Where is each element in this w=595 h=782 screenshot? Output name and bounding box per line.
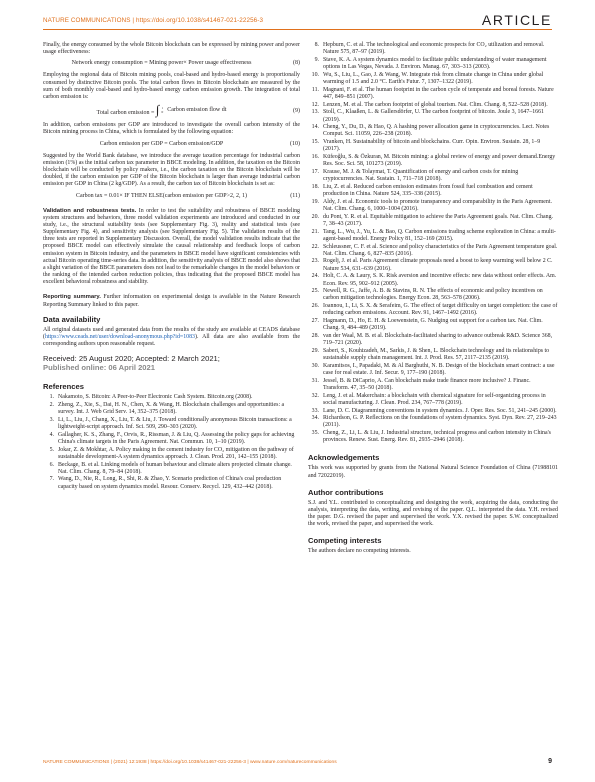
reference-item (308, 42, 558, 56)
reference-text: Karamitsos, I., Papadaki, M. & Al Barghuthi, N. B. Design of the blockchain smart contract: a use case for real estate. J. Inf. Secur. 9, 177–190 (2018). (323, 362, 555, 376)
competing-interests-text: The authors declare no competing interests. (308, 548, 411, 555)
reference-item (43, 432, 300, 446)
reference-number: 3. (49, 416, 54, 423)
paragraph: Finally, the energy consumed by the whole Bitcoin blockchain can be expressed by mining power and power usage effectiveness: (43, 42, 300, 56)
reference-item (43, 462, 300, 476)
data-availability-paragraph (43, 327, 300, 348)
reference-text: Schleussner, C. F. et al. Science and policy characteristics of the Paris Agreement temperature goal. Nat. Clim. Chang. 6, 827–835 (2016). (323, 243, 558, 257)
reference-item (308, 184, 558, 198)
reference-item (308, 258, 558, 272)
reference-list (43, 394, 300, 491)
reference-number: 25. (311, 288, 319, 295)
equation-10 (43, 141, 300, 148)
reference-item (308, 87, 558, 101)
reference-number: 4. (49, 431, 54, 438)
paragraph: Suggested by the World Bank database, we introduce the average taxation percentage for industrial carbon emission (1%) as the initial carbon tax parameter in BBCE modeling. In addition, the taxation on the Bitcoin blockchain will be conducted by policy makers, i.e., the carbon taxation on the Bitcoin blockchain will be doubled, if the carbon emission per GDP of the Bitcoin blockchain is larger than average industrial carbon emission per GDP in China (2 kg/GDP). As a result, the carbon tax of Bitcoin blockchain is set as: (43, 152, 300, 188)
integral-sign: ∫ (155, 102, 160, 118)
reference-item (308, 430, 558, 444)
reference-text: Gallagher, K. S., Zhang, F., Orvis, R., Rissman, J. & Liu, Q. Assessing the policy gaps for achieving China's climate targets in the Paris Agreement. Nat. Commun. 10, 1–10 (2019). (58, 431, 295, 445)
reference-item (308, 393, 558, 407)
reference-text: Rogelj, J. et al. Paris Agreement climate proposals need a boost to keep warming well below 2 C. Nature 534, 631–639 (2016). (323, 258, 553, 272)
reference-item (308, 124, 558, 138)
reference-number: 24. (311, 273, 319, 280)
reference-item (308, 109, 558, 123)
reference-text: Krause, M. J. & Tolaymat, T. Quantification of energy and carbon costs for mining cryptocurrencies. Nat. Sustain. 1, 711–718 (2018). (323, 169, 519, 183)
equation-body: Network energy consumption = Mining power× Power usage effectiveness (71, 60, 252, 67)
reference-number: 16. (311, 154, 319, 161)
reference-text: Jessel, B. & DiCaprio, A. Can blockchain make trade finance more inclusive? J. Financ. Transform. 47, 35–50 (2018). (323, 377, 531, 391)
equation-body (43, 102, 280, 118)
reference-number: 6. (49, 461, 54, 468)
paragraph-text: Further information on experimental design is available in the Nature Research Reporting Summary linked to this paper. (43, 294, 301, 308)
reference-text: Cheng, Y., Du, D., & Hao, Q. A hashing power allocation game in cryptocurrencies. Lect. Notes Comput. Sci. 11059, 226–238 (2018). (323, 124, 550, 138)
paragraph-text: ). All data are also available from the corresponding authors upon reasonable request. (43, 333, 300, 347)
reference-item (308, 408, 558, 415)
reference-number: 11. (311, 86, 319, 93)
reference-item (43, 417, 300, 431)
reference-text: Stave, K. A. A system dynamics model to facilitate public understanding of water management options in Las Vegas, Nevada. J. Environ. Manag. 67, 303–313 (2003). (323, 56, 547, 71)
paragraph-text: In order to test the suitability and robustness of BBCE modeling system structures and behaviors, three model validation experiments are introduced and conducted in our study, i.e., the structural suitability tests (see Supplementary Fig. 3), reality and statistical tests (see Supplementary Fig. 4), and sensitivity analysis (see Supplementary Fig. 5). The validation results of the three tests are reported in Supplementary Discussion. Overall, the model validation results indicate that the proposed BBCE model can effectively simulate the causal relationship and feedback loops of carbon emission system in Bitcoin industry, and the parameters in BBCE model have significant consistencies with actual Bitcoin operating time-series data. In addition, the sensitivity analysis of BBCE model also shows that a slight variation of the BBCE parameters does not lead to the remarkable changes in the model behaviors or the ranking of the intended carbon reduction policies, thus indicating that the proposed BBCE model has excellent behavioral robustness and stability. (43, 207, 301, 286)
reference-item (308, 72, 558, 86)
equation-body: Carbon emission per GDP = Carbon emission/GDP (99, 140, 224, 147)
reference-text: Wu, S., Liu, L., Gao, J. & Wang, W. Integrate risk from climate change in China under global warming of 1.5 and 2.0 °C. Earth's Futur. 7, 1307–1322 (2019). (323, 71, 544, 85)
paragraph: Employing the regional data of Bitcoin mining pools, coal-based and hydro-based energy is proportionally consumed by distinctive Bitcoin pools. The total carbon flows in Bitcoin blockchain are measured by the sum of both monthly coal-based and hydro-based energy carbon emission growth. The integration of total carbon emission is: (43, 72, 300, 100)
reference-number: 12. (311, 101, 319, 108)
run-in-heading: Reporting summary. (43, 294, 101, 301)
received-accepted-dates: Received: 25 August 2020; Accepted: 2 March 2021; (43, 354, 220, 364)
reference-item (308, 229, 558, 243)
reference-text: Cheng, Z., Li, L. & Liu, J. Industrial structure, technical progress and carbon intensity in China's provinces. Renew. Sust. Energ. Rev. 81, 2935–2946 (2018). (323, 430, 551, 444)
integral-limits (161, 106, 163, 114)
equation-8 (43, 60, 300, 67)
reference-number: 34. (311, 415, 319, 422)
reference-text: du Pont, Y. R. et al. Equitable mitigation to achieve the Paris Agreement goals. Nat. Clim. Chang. 7, 38–43 (2017). (323, 213, 554, 227)
integral-lower: 0 (161, 110, 164, 115)
equation-body: Carbon tax = 0.01× IF THEN ELSE(carbon emission per GDP>2, 2, 1) (75, 192, 248, 199)
page-number: 9 (548, 758, 552, 765)
reference-item (308, 318, 558, 332)
acknowledgements-text: This work was supported by grants from the National Natural Science Foundation of China (71988101 and 72022019). (308, 465, 558, 479)
equation-number: (8) (293, 60, 300, 67)
reference-number: 2. (49, 401, 54, 408)
reference-text: van der Waal, M. B. et al. Blockchain-facilitated sharing to advance outbreak R&D. Science 368, 719–721 (2020). (323, 332, 553, 347)
reference-item (43, 402, 300, 416)
section-heading-competing-interests: Competing interests (308, 536, 382, 546)
equation-number: (11) (290, 192, 300, 199)
reference-text: Ioannou, I., Li, S. X. & Serafeim, G. The effect of target difficulty on target completion: the case of reducing carbon emissions. Account. Rev. 91, 1467–1492 (2016). (323, 303, 558, 317)
reference-item (308, 273, 558, 287)
page-footer (43, 758, 552, 768)
reference-number: 27. (311, 318, 319, 325)
reference-number: 1. (49, 394, 54, 401)
reference-number: 14. (311, 124, 319, 131)
reference-text: Nakamoto, S. Bitcoin: A Peer-to-Peer Electronic Cash System. Bitcoin.org (2008). (58, 394, 253, 401)
equation-lhs: Total carbon emission (96, 110, 150, 117)
reference-text: Zheng, Z., Xie, S., Dai, H. N., Chen, X. & Wang, H. Blockchain challenges and opportunities: a survey. Int. J. Web Grid Serv. 14, 352–375 (2018). (58, 401, 285, 416)
reference-text: Leng, J. et al. Makerchain: a blockchain with chemical signature for self-organizing process in social manufacturing. J. Clean. Prod. 234, 767–778 (2019). (323, 392, 546, 406)
reference-number: 26. (311, 303, 319, 310)
reference-text: Wang, D., Nie, R., Long, R., Shi, R. & Zhao, Y. Scenario prediction of China's coal production capacity based on system dynamics model. Resour. Conserv. Recycl. 129, 432–442 (2018). (58, 476, 282, 490)
reporting-paragraph (43, 294, 300, 308)
reference-number: 31. (311, 377, 319, 384)
reference-number: 22. (311, 243, 319, 250)
equation-equals: = (151, 110, 155, 117)
reference-number: 15. (311, 139, 319, 146)
reference-text: Saberi, S., Kouhizadeh, M., Sarkis, J. & Shen, L. Blockchain technology and its relationships to sustainable supply chain management. Int. J. Prod. Res. 57, 2117–2135 (2019). (323, 347, 550, 362)
integral-upper: t (161, 106, 163, 111)
reference-number: 18. (311, 183, 319, 190)
reference-text: Tang, L., Wu, J., Yu, L. & Bao, Q. Carbon emissions trading scheme exploration in China: a multi-agent-based model. Energy Policy 81, 152–169 (2015). (323, 228, 556, 242)
reference-number: 23. (311, 258, 319, 265)
reference-item (308, 333, 558, 347)
reference-item (308, 102, 558, 109)
section-heading-author-contributions: Author contributions (308, 487, 384, 497)
reference-item (308, 154, 558, 168)
page-header (43, 14, 552, 30)
reference-number: 9. (314, 56, 319, 63)
integrand: Carbon emission flow dt (167, 106, 227, 113)
ceads-database-link[interactable]: https://www.ceads.net/user/download-anonymous.php?id=1083 (44, 333, 195, 340)
footer-citation: NATURE COMMUNICATIONS | (2021) 12:1938 | https://doi.org/10.1038/s41467-021-22256-3 | www.nature.com/naturecommunications (43, 760, 337, 765)
header-divider (43, 29, 552, 30)
reference-item (308, 303, 558, 317)
author-contributions-text: S.J. and Y.L. contributed to conceptualizing and designing the work, acquiring the data, conducting the analysis, interpreting the data, writing, and revising of the paper. Q.L. interpreted the data. Y.H. revised the paper. D.G. revised the paper and supervised the work. Y.X. revised the paper. S.W. conceptualized the work, revised the paper, and supervised the work. (308, 499, 558, 528)
reference-number: 21. (311, 228, 319, 235)
reference-text: Liu, Z. et al. Reduced carbon emission estimates from fossil fuel combustion and cement production in China. Nature 524, 335–338 (2015). (323, 183, 533, 198)
reference-item (308, 169, 558, 183)
reference-item (308, 415, 558, 429)
reference-number: 20. (311, 213, 319, 220)
equation-number: (10) (290, 140, 300, 147)
reference-text: Lane, D. C. Diagramming conventions in system dynamics. J. Oper. Res. Soc. 51, 241–245 (2000). (323, 407, 557, 414)
reference-number: 33. (311, 407, 319, 414)
reference-text: Küfeoğlu, S. & Özkuran, M. Bitcoin mining: a global review of energy and power demand.Energy Res. Soc. Sci. 58, 101273 (2019). (323, 154, 556, 168)
reference-number: 7. (49, 476, 54, 483)
reference-number: 29. (311, 347, 319, 354)
reference-text: Newell, R. G., Jaffe, A. B. & Stavins, R. N. The effects of economic and policy incentives on carbon mitigation technologies. Energy Econ. 28, 563–578 (2006). (323, 288, 543, 302)
reference-item (308, 214, 558, 228)
reference-text: Aldy, J. et al. Economic tools to promote transparency and comparability in the Paris Agreement. Nat. Clim. Chang. 6, 1000–1004 (2016). (323, 198, 552, 212)
reference-item (43, 447, 300, 461)
reference-number: 28. (311, 332, 319, 339)
equation-number: (9) (293, 107, 300, 114)
integral (155, 102, 227, 118)
reference-text: Lenzen, M. et al. The carbon footprint of global tourism. Nat. Clim. Chang. 8, 522–528 (2018). (323, 101, 548, 108)
journal-doi-header: NATURE COMMUNICATIONS | https://doi.org/10.1038/s41467-021-22256-3 (43, 17, 264, 24)
run-in-heading: Validation and robustness tests. (43, 207, 137, 214)
reference-list (308, 42, 558, 444)
reference-text: Hepburn, C. et al. The technological and economic prospects for CO₂ utilization and removal. Nature 575, 87–97 (2019). (323, 42, 545, 56)
section-heading-references: References (43, 382, 84, 392)
reference-item (308, 288, 558, 302)
reference-text: Holt, C. A. & Laury, S. K. Risk aversion and incentive effects: new data without order effects. Am. Econ. Rev. 95, 902–912 (2005). (323, 273, 557, 287)
reference-text: Li, L., Liu, J., Chang, X., Liu, T. & Liu, J. Toward conditionally anonymous Bitcoin transactions: a lightweight-script approach. Inf. Sci. 509, 290–303 (2020). (58, 416, 292, 430)
reference-item (308, 199, 558, 213)
published-online-date: Published online: 06 April 2021 (43, 363, 155, 373)
reference-number: 13. (311, 109, 319, 116)
reference-number: 32. (311, 392, 319, 399)
reference-number: 8. (314, 42, 319, 48)
reference-number: 10. (311, 71, 319, 78)
reference-text: Hagmann, D., Ho, E. H. & Loewenstein, G. Nudging out support for a carbon tax. Nat. Clim. Chang. 9, 484–489 (2019). (323, 318, 543, 332)
reference-number: 19. (311, 198, 319, 205)
reference-text: Jokar, Z. & Mokhtar, A. Policy making in the cement industry for CO₂ mitigation on the pathway of sustainable development-A system dynamics approach. J. Clean. Prod. 201, 142–155 (2018). (58, 446, 294, 460)
reference-item (308, 348, 558, 362)
paragraph: In addition, carbon emissions per GDP are introduced to investigate the overall carbon intensity of the Bitcoin mining process in China, which is formulated by the following equation: (43, 122, 300, 136)
right-column (308, 42, 558, 560)
section-heading-acknowledgements: Acknowledgements (308, 453, 380, 463)
reference-item (308, 363, 558, 377)
reference-text: Stoll, C., Klaaßen, L. & Gallersdörfer, U. The carbon footprint of bitcoin. Joule 3, 1647–1661 (2019). (323, 109, 545, 123)
reference-text: Vranken, H. Sustainability of bitcoin and blockchains. Curr. Opin. Environ. Sustain. 28, 1–9 (2017). (323, 139, 541, 153)
reference-text: Richardson, G. P. Reflections on the foundations of system dynamics. Syst. Dyn. Rev. 27, 219–243 (2011). (323, 415, 557, 429)
reference-text: Beckage, B. et al. Linking models of human behaviour and climate alters projected climate change. Nat. Clim. Chang. 8, 79–84 (2018). (58, 461, 292, 475)
equation-11 (43, 193, 300, 200)
validation-paragraph (43, 208, 300, 287)
reference-item (308, 244, 558, 258)
reference-item (43, 476, 300, 490)
reference-number: 5. (49, 446, 54, 453)
article-type-label: ARTICLE (481, 12, 552, 28)
reference-item (308, 378, 558, 392)
reference-text: Magnani, F. et al. The human footprint in the carbon cycle of temperate and boreal forests. Nature 447, 849–851 (2007). (323, 86, 554, 100)
reference-item (43, 394, 300, 401)
paragraph-text: All original datasets used and generated data from the results of the study are available at CEADS database ( (43, 326, 300, 340)
section-heading-data-availability: Data availability (43, 314, 101, 324)
left-column (43, 42, 300, 491)
equation-9 (43, 102, 300, 118)
reference-number: 30. (311, 362, 319, 369)
reference-item (308, 139, 558, 153)
reference-item (308, 57, 558, 71)
reference-number: 17. (311, 169, 319, 175)
reference-number: 35. (311, 430, 319, 437)
